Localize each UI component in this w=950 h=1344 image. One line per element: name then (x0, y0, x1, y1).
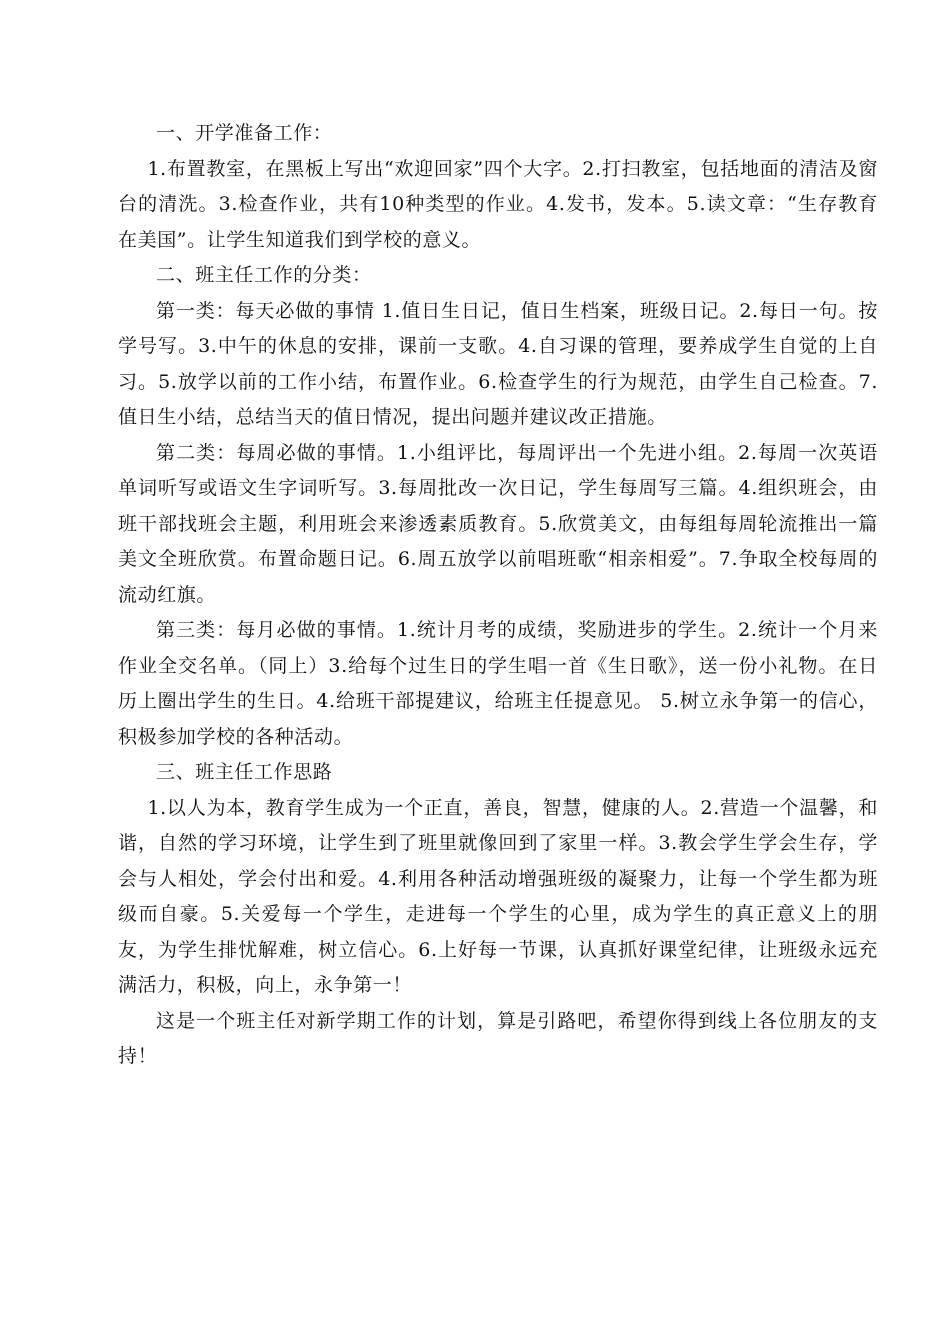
closing-paragraph: 这是一个班主任对新学期工作的计划，算是引路吧，希望你得到线上各位朋友的支持！ (118, 1009, 878, 1067)
section-heading-classification: 二、班主任工作的分类： (156, 264, 372, 286)
weekly-tasks-paragraph: 第二类：每周必做的事情。1.小组评比，每周评出一个先进小组。2.每周一次英语单词听写或语文生字词听写。3.每周批改一次日记，学生每周写三篇。4.组织班会，由班干部找班会主题，利用班会来渗透素质教育。5.欣赏美文，由每组每周轮流推出一篇美文全班欣赏。布置命题日记。6.周五放学以前唱班歌“相亲相爱”。7.争取全校每周的流动红旗。 (118, 441, 878, 606)
approach-items-paragraph: 1.以人为本，教育学生成为一个正直，善良，智慧，健康的人。2.营造一个温馨，和谐，自然的学习环境，让学生到了班里就像回到了家里一样。3.教会学生学会生存，学会与人相处，学会付出和爱。4.利用各种活动增强班级的凝聚力，让每一个学生都为班级而自豪。5.关爱每一个学生，走进每一个学生的心里，成为学生的真正意义上的朋友，为学生排忧解难，树立信心。6.上好每一节课，认真抓好课堂纪律，让班级永远充满活力，积极，向上，永争第一！ (118, 796, 878, 996)
preparation-items-paragraph: 1.布置教室，在黑板上写出“欢迎回家”四个大字。2.打扫教室，包括地面的清洁及窗台的清洗。3.检查作业，共有10种类型的作业。4.发书，发本。5.读文章：“生存教育在美国”。让学生知道我们到学校的意义。 (118, 157, 878, 251)
section-heading-approach: 三、班主任工作思路 (156, 761, 333, 783)
daily-tasks-paragraph: 第一类：每天必做的事情 1.值日生日记，值日生档案，班级日记。2.每日一句。按学号写。3.中午的休息的安排，课前一支歌。4.自习课的管理，要养成学生自觉的上自习。5.放学以前的工作小结，布置作业。6.检查学生的行为规范，由学生自己检查。7.值日生小结，总结当天的值日情况，提出问题并建议改正措施。 (118, 299, 878, 428)
section-heading-preparation: 一、开学准备工作： (156, 122, 333, 144)
document-body (118, 116, 878, 1075)
monthly-tasks-paragraph: 第三类：每月必做的事情。1.统计月考的成绩，奖励进步的学生。2.统计一个月来 作业全交名单。（同上）3.给每个过生日的学生唱一首《生日歌》，送一份小礼物。在日历上圈出学生的生日。4.给班干部提建议，给班主任提意见。 5.树立永争第一的信心，积极参加学校的各种活动。 (118, 619, 878, 748)
